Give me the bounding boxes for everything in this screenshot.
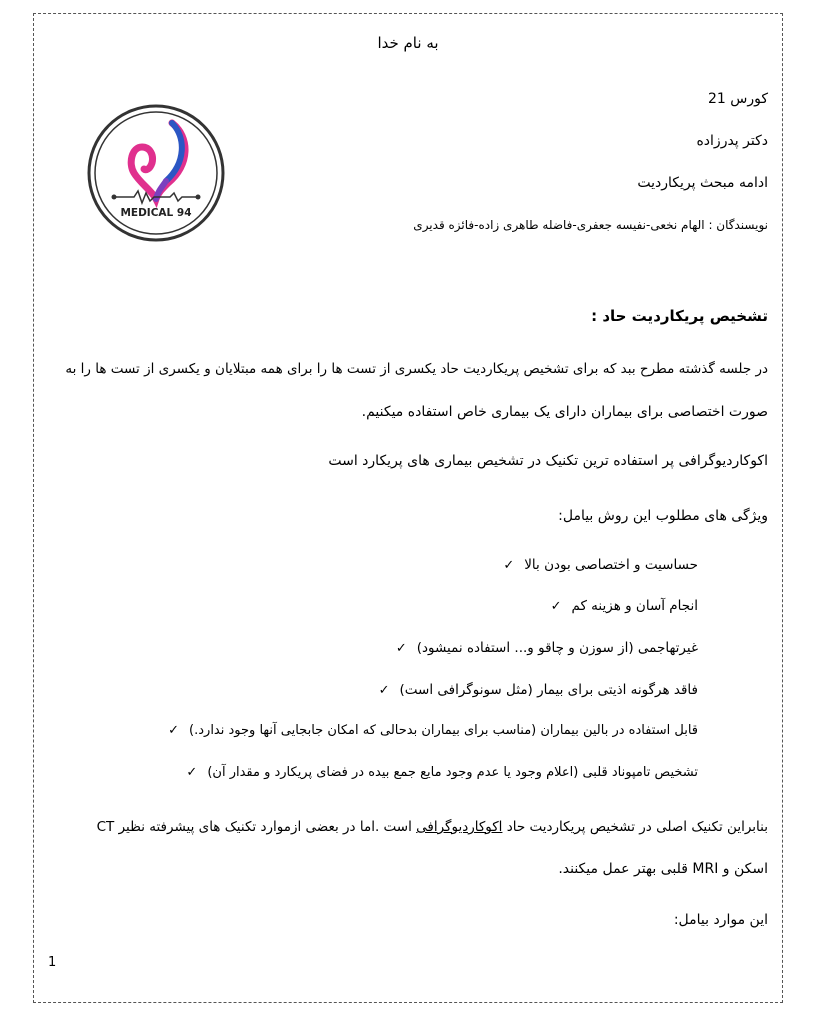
list-item-text: فاقد هرگونه اذیتی برای بیمار (مثل سونوگرافی است) (399, 682, 698, 698)
checkmark-icon: ✓ (186, 765, 198, 780)
list-item (186, 765, 698, 780)
authors-line: نویسندگان : الهام نخعی-نفیسه جعفری-فاضله طاهری زاده-فائزه قدیری (413, 218, 768, 232)
list-item (379, 682, 698, 698)
paragraph-4-after: است .اما در بعضی ازموارد تکنیک های پیشرفته نظیر CT (96, 819, 417, 835)
logo-text: MEDICAL 94 (120, 207, 192, 219)
checkmark-icon: ✓ (550, 598, 562, 614)
list-item (503, 557, 698, 573)
list-item-text: تشخیص تامپوناد قلبی (اعلام وجود یا عدم وجود مایع جمع بیده در فضای پریکارد و مقدار آن) (207, 765, 698, 780)
course-number: کورس 21 (707, 91, 768, 107)
topic-title: ادامه مبحث پریکاردیت (637, 175, 768, 191)
list-item-text: قابل استفاده در بالین بیماران (مناسب برای بیماران بدحالی که امکان جابجایی آنها وجود ندارد.) (189, 723, 698, 738)
paragraph-3: ویژگی های مطلوب این روش بیامل: (558, 508, 768, 524)
paragraph-4-before: بنابراین تکنیک اصلی در تشخیص پریکاردیت حاد (502, 819, 768, 835)
paragraph-4-line-1 (97, 819, 768, 835)
list-item (551, 598, 698, 614)
paragraph-5: این موارد بیامل: (673, 912, 768, 928)
paragraph-4-line-2: اسکن و MRI قلبی بهتر عمل میکنند. (558, 861, 768, 877)
list-item (168, 723, 698, 738)
list-item-text: انجام آسان و هزینه کم (571, 598, 698, 614)
section-heading: تشخیص پریکاردیت حاد : (591, 307, 768, 325)
checkmark-icon: ✓ (378, 682, 390, 698)
paragraph-1-line-2: صورت اختصاصی برای بیماران دارای یک بیماری خاص استفاده میکنیم. (361, 404, 768, 420)
doctor-name: دکتر پدرزاده (696, 133, 768, 149)
list-item (396, 640, 698, 656)
paragraph-1-line-1: در جلسه گذشته مطرح ببد که برای تشخیص پریکاردیت حاد یکسری از تست ها را برای همه مبتلایان و یکسری از تست ها را به (65, 361, 768, 377)
checkmark-icon: ✓ (503, 557, 515, 573)
paragraph-2: اکوکاردیوگرافی پر استفاده ترین تکنیک در تشخیص بیماری های پریکارد است (328, 453, 768, 469)
list-item-text: حساسیت و اختصاصی بودن بالا (524, 557, 698, 573)
basmala-heading: به نام خدا (377, 34, 439, 52)
list-item-text: غیرتهاجمی (از سوزن و چاقو و... استفاده نمیشود) (416, 640, 698, 656)
echocardiography-term: اکوکاردیوگرافی (416, 819, 503, 835)
checkmark-icon: ✓ (395, 640, 407, 656)
medical-94-logo (86, 103, 226, 243)
page-number: 1 (48, 955, 57, 970)
checkmark-icon: ✓ (168, 723, 180, 738)
